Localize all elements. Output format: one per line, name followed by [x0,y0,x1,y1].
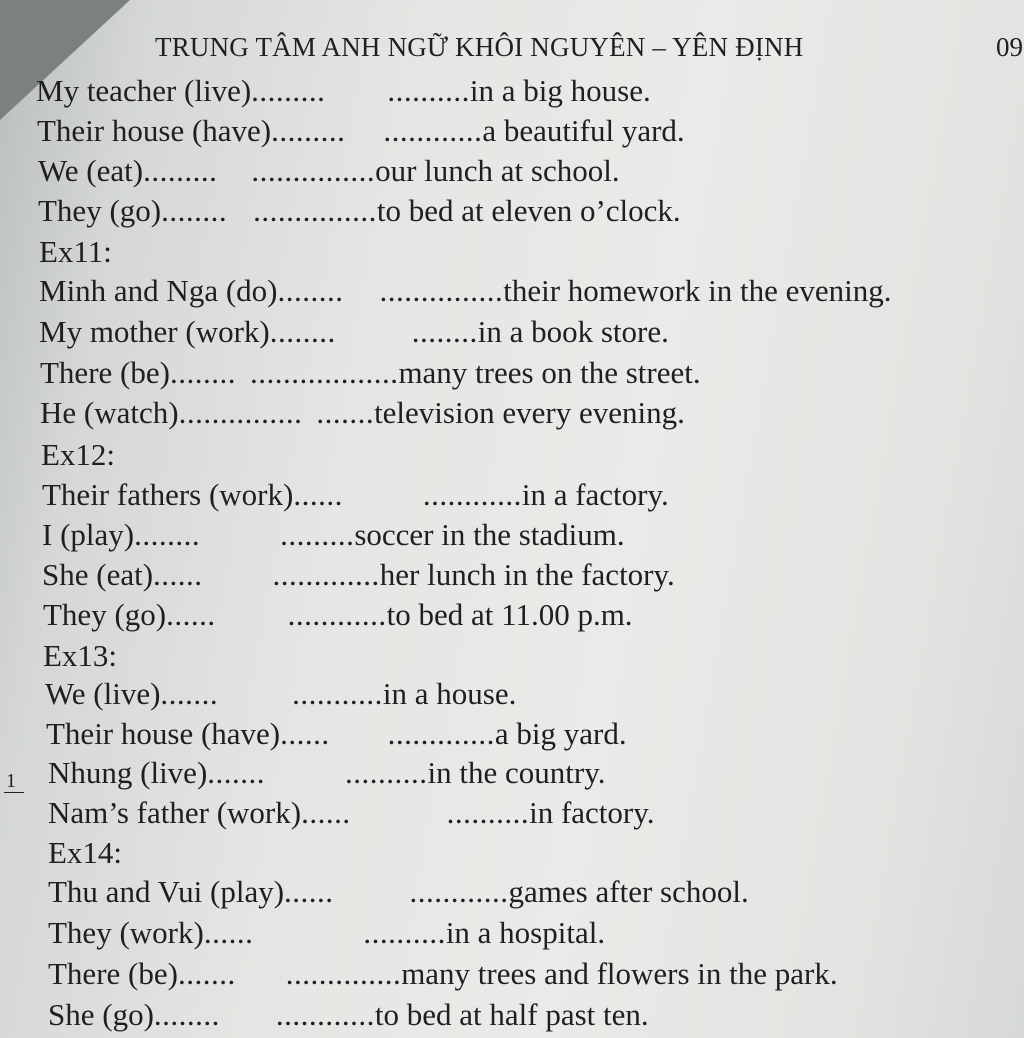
blank-gap: ............... [251,153,376,188]
blank-gap: .......... [345,755,428,790]
sentence-rest: her lunch in the factory. [379,557,675,592]
sentence-rest: in a hospital. [445,915,606,950]
blank-gap: ........ [169,355,236,390]
exercise-line [43,599,633,630]
sentence-rest: in a house. [382,676,517,711]
page-header-title: TRUNG TÂM ANH NGỮ KHÔI NGUYÊN – YÊN ĐỊNH [155,32,804,62]
exercise-line [46,718,627,749]
sentence-rest: television every evening. [374,395,685,430]
verb-prompt: I (play) [42,517,135,552]
verb-prompt: My teacher (live) [36,73,252,108]
blank-gap: ......... [280,517,355,552]
blank-gap: ...... [280,716,330,751]
exercise-line [48,797,654,828]
exercise-label: Ex11: [39,234,112,269]
blank-gap: ........ [153,997,220,1032]
exercise-line [42,479,669,510]
blank-gap: ........ [411,314,478,349]
exercise-line [48,917,605,948]
blank-gap: ....... [207,755,266,790]
verb-prompt: We (live) [45,676,161,711]
blank-gap: ............. [272,557,380,592]
blank-gap: ............. [387,716,495,751]
sentence-rest: to bed at 11.00 p.m. [386,597,633,632]
blank-gap: ........... [292,676,383,711]
blank-gap: .................. [249,355,399,390]
sentence-rest: many trees and flowers in the park. [401,956,838,991]
exercise-heading [48,837,122,868]
exercise-line [48,876,749,907]
blank-gap: ....... [160,676,219,711]
verb-prompt: Their house (have) [37,113,272,148]
margin-mark: 1 [6,770,16,792]
exercise-line [39,316,669,347]
exercise-label: Ex12: [41,437,116,472]
exercise-line [40,397,685,428]
blank-gap: ...... [293,477,343,512]
blank-gap: ............... [253,193,377,228]
blank-gap: ............... [178,395,303,430]
exercise-line [48,999,649,1030]
blank-gap: .......... [387,73,470,108]
verb-prompt: They (work) [48,915,204,950]
exercise-line [42,559,675,590]
blank-gap: ...... [203,915,254,950]
blank-gap: ...... [301,795,351,830]
blank-gap: ............ [383,113,483,148]
exercise-label: Ex14: [48,835,123,870]
sentence-rest: many trees on the street. [398,355,701,390]
sentence-rest: in a book store. [477,314,669,349]
blank-gap: ............ [287,597,387,632]
blank-gap: ....... [316,395,375,430]
blank-gap: ........ [134,517,201,552]
verb-prompt: He (watch) [40,395,179,430]
sentence-rest: in factory. [529,795,655,830]
verb-prompt: Their house (have) [46,716,281,751]
verb-prompt: Nam’s father (work) [48,795,302,830]
blank-gap: ....... [177,956,236,991]
sentence-rest: games after school. [508,874,749,909]
verb-prompt: There (be) [40,355,170,390]
verb-prompt: Their fathers (work) [42,477,294,512]
blank-gap: ...... [166,597,216,632]
exercise-line [48,958,838,989]
verb-prompt: Minh and Nga (do) [39,273,278,308]
page-number: 09 [996,32,1023,62]
blank-gap: .............. [285,956,402,991]
blank-gap: ............ [409,874,509,909]
exercise-line [48,757,605,788]
verb-prompt: Nhung (live) [48,755,208,790]
exercise-line [42,519,625,550]
exercise-line [39,275,892,306]
blank-gap: ............ [275,997,375,1032]
sentence-rest: their homework in the evening. [503,273,892,308]
verb-prompt: They (go) [38,193,162,228]
verb-prompt: Thu and Vui (play) [48,874,285,909]
exercise-label: Ex13: [43,638,118,673]
blank-gap: ......... [271,113,346,148]
exercise-line [38,155,620,186]
sentence-rest: in a big house. [469,73,651,108]
sentence-rest: our lunch at school. [375,153,620,188]
blank-gap: .......... [363,915,446,950]
exercise-line [36,75,651,106]
sentence-rest: a beautiful yard. [482,113,685,148]
exercise-line [40,357,701,388]
exercise-heading [43,640,117,671]
verb-prompt: There (be) [48,956,178,991]
blank-gap: ...... [153,557,203,592]
blank-gap: ............... [379,273,504,308]
blank-gap: .......... [446,795,530,830]
sentence-rest: in a factory. [521,477,669,512]
verb-prompt: She (eat) [42,557,154,592]
blank-gap: ......... [143,153,218,188]
blank-gap: ...... [284,874,334,909]
blank-gap: ............ [422,477,522,512]
blank-gap: ......... [251,73,326,108]
verb-prompt: My mother (work) [39,314,270,349]
sentence-rest: soccer in the stadium. [354,517,625,552]
sentence-rest: a big yard. [494,716,627,751]
sentence-rest: to bed at eleven o’clock. [376,193,681,228]
verb-prompt: We (eat) [38,153,144,188]
exercise-heading [41,439,115,470]
exercise-heading [39,236,112,267]
exercise-line [45,678,516,709]
sentence-rest: to bed at half past ten. [374,997,649,1032]
exercise-line [37,115,685,146]
blank-gap: ........ [161,193,228,228]
verb-prompt: She (go) [48,997,154,1032]
exercise-line [38,195,681,226]
blank-gap: ........ [269,314,336,349]
verb-prompt: They (go) [43,597,167,632]
sentence-rest: in the country. [427,755,606,790]
blank-gap: ........ [277,273,344,308]
